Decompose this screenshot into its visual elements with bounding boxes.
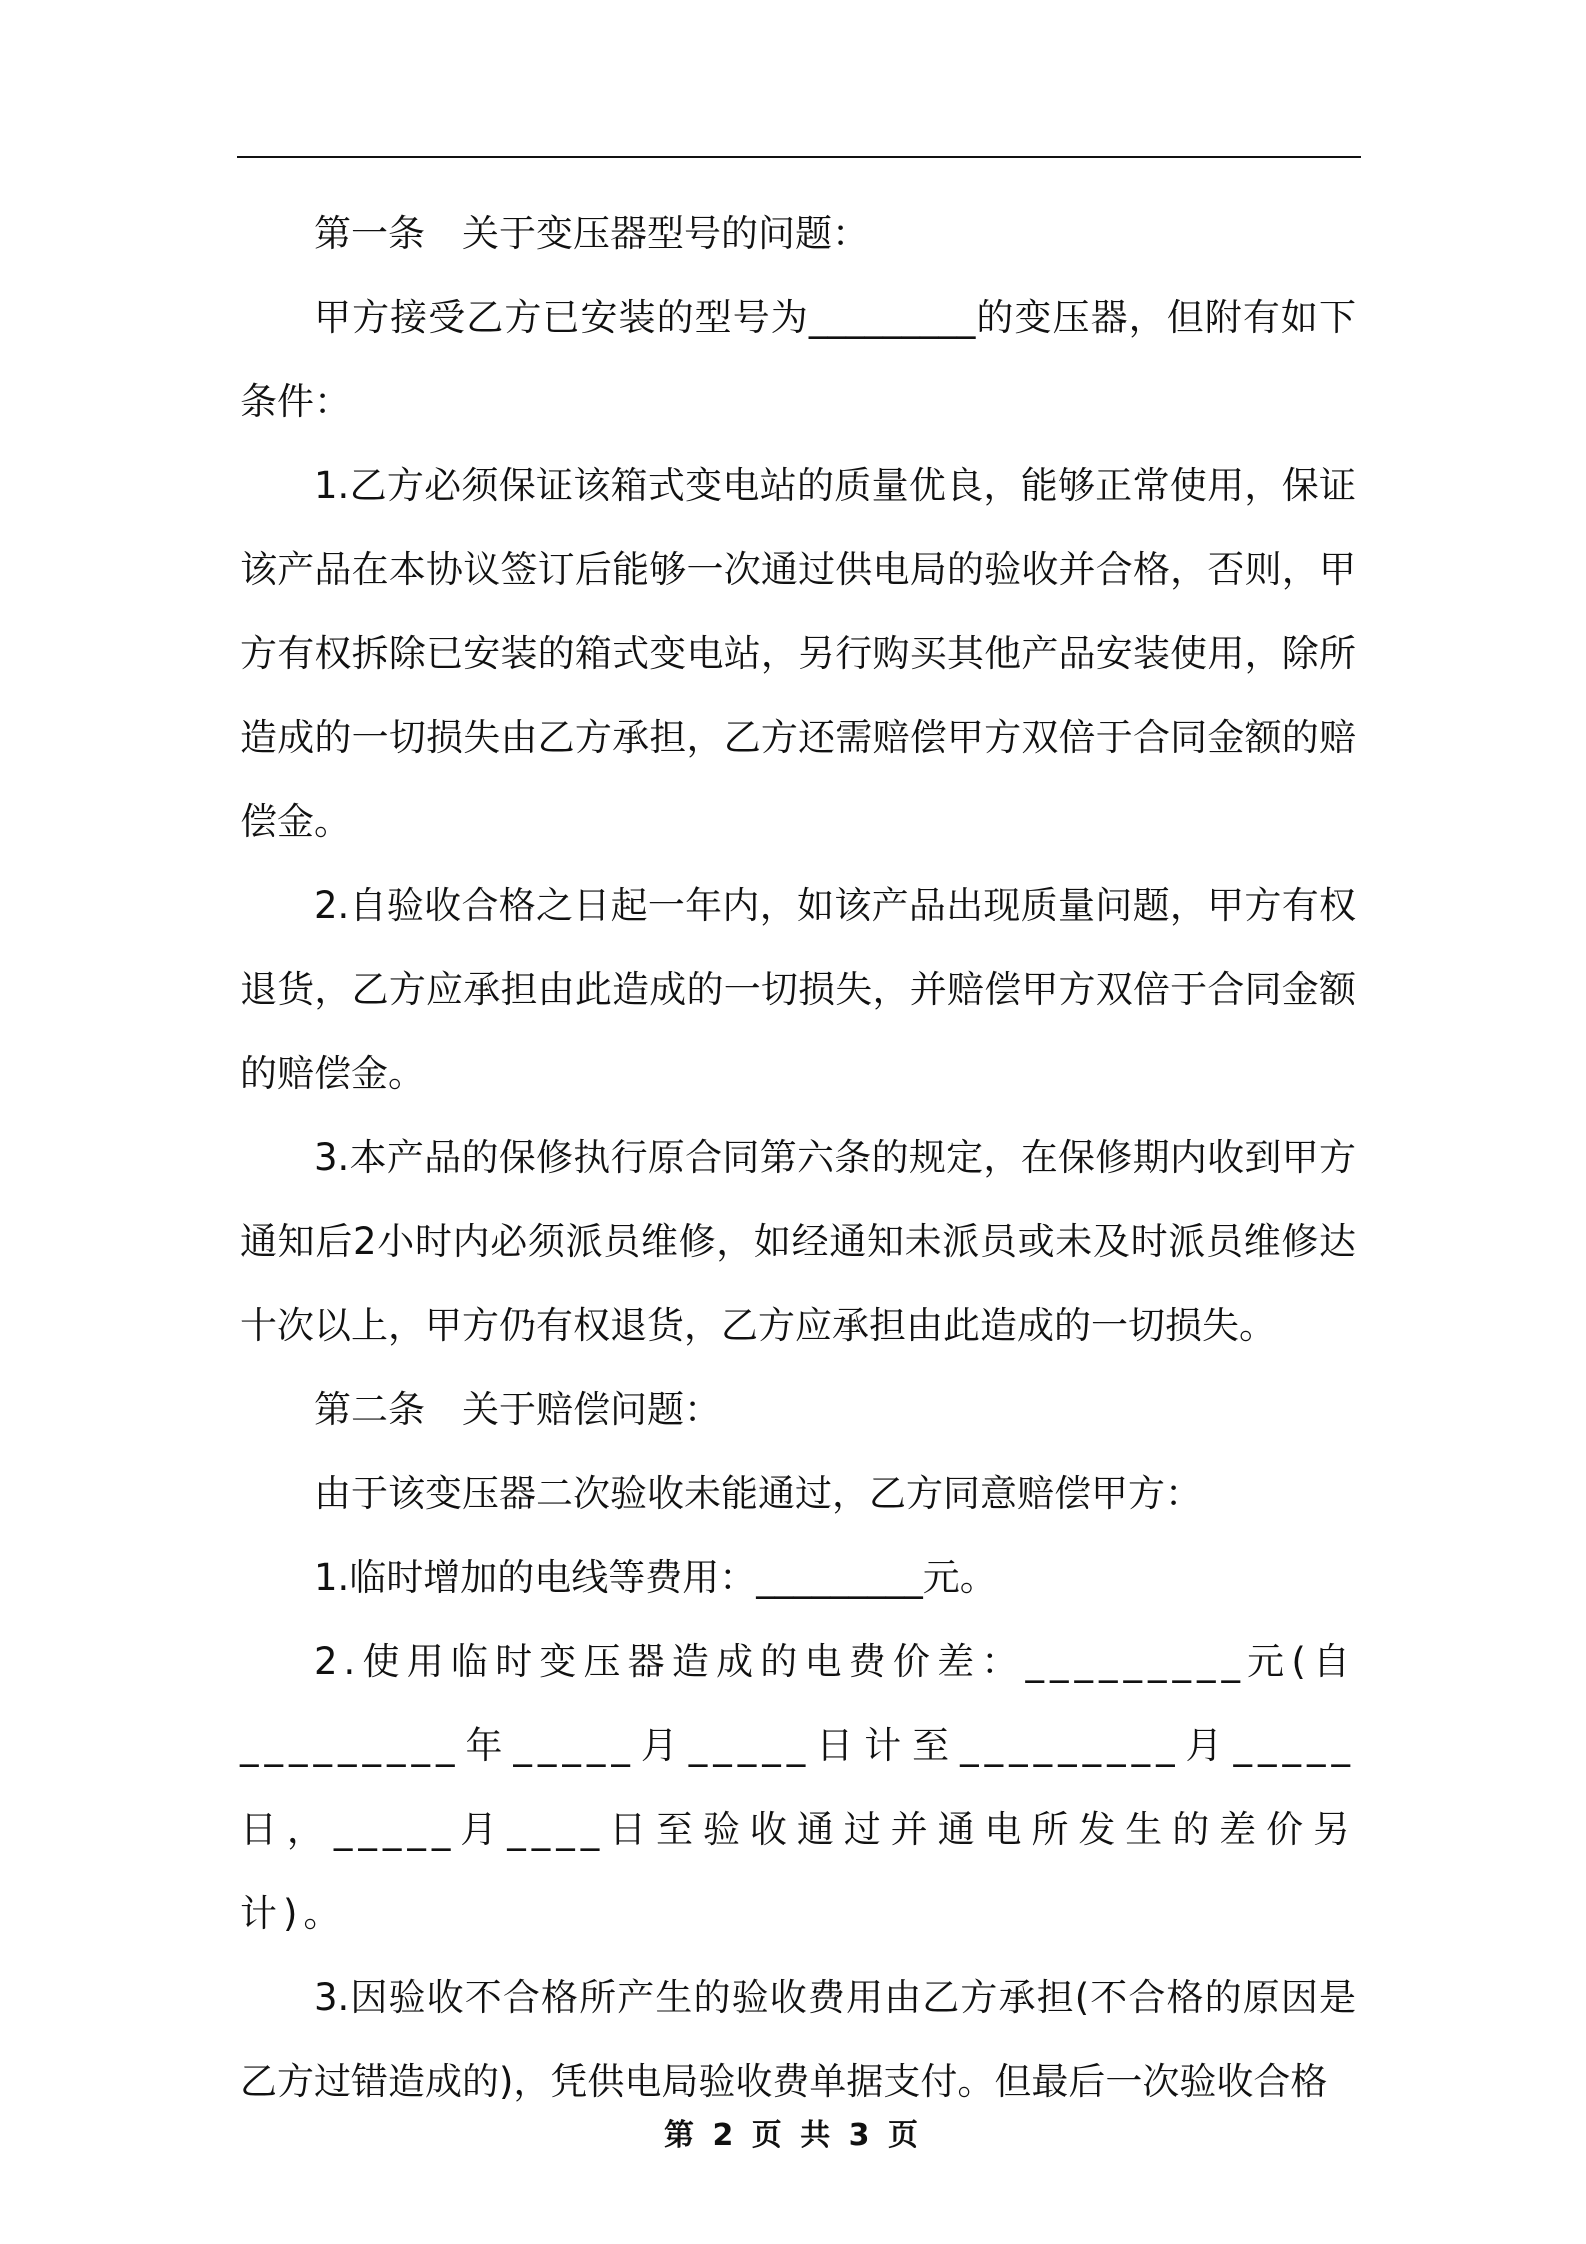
article-1-clause-2: 2.自验收合格之日起一年内，如该产品出现质量问题，甲方有权退货，乙方应承担由此造成的一切损失，并赔偿甲方双倍于合同金额的赔偿金。 bbox=[240, 884, 1356, 1095]
article-1-clause-1: 1.乙方必须保证该箱式变电站的质量优良，能够正常使用，保证该产品在本协议签订后能够一次通过供电局的验收并合格，否则，甲方有权拆除已安装的箱式变电站，另行购买其他产品安装使用，除所造成的一切损失由乙方承担，乙方还需赔偿甲方双倍于合同金额的赔偿金。 bbox=[240, 464, 1356, 843]
document-body bbox=[240, 192, 1356, 2124]
article-2-clause-1: 1.临时增加的电线等费用：_________元。 bbox=[314, 1556, 997, 1599]
page-number: 第 2 页 共 3 页 bbox=[664, 2118, 922, 2153]
article-1-heading: 第一条 关于变压器型号的问题： bbox=[314, 212, 869, 255]
article-1-clause-3: 3.本产品的保修执行原合同第六条的规定，在保修期内收到甲方通知后2小时内必须派员维修，如经通知未派员或未及时派员维修达十次以上，甲方仍有权退货，乙方应承担由此造成的一切损失。 bbox=[240, 1136, 1356, 1347]
article-2-clause-2: 2.使用临时变压器造成的电费价差：_________元(自_________年_____月_____日计至_________月_____日，_____月____日至验收通过并通电所发生的差价另计)。 bbox=[240, 1640, 1356, 1935]
article-1-intro: 甲方接受乙方已安装的型号为_________的变压器，但附有如下条件： bbox=[240, 296, 1356, 423]
article-2-heading: 第二条 关于赔偿问题： bbox=[314, 1388, 721, 1431]
article-2-clause-3: 3.因验收不合格所产生的验收费用由乙方承担(不合格的原因是乙方过错造成的)，凭供电局验收费单据支付。但最后一次验收合格 bbox=[240, 1976, 1356, 2103]
header-rule bbox=[237, 156, 1361, 158]
article-2-intro: 由于该变压器二次验收未能通过，乙方同意赔偿甲方： bbox=[314, 1472, 1202, 1515]
